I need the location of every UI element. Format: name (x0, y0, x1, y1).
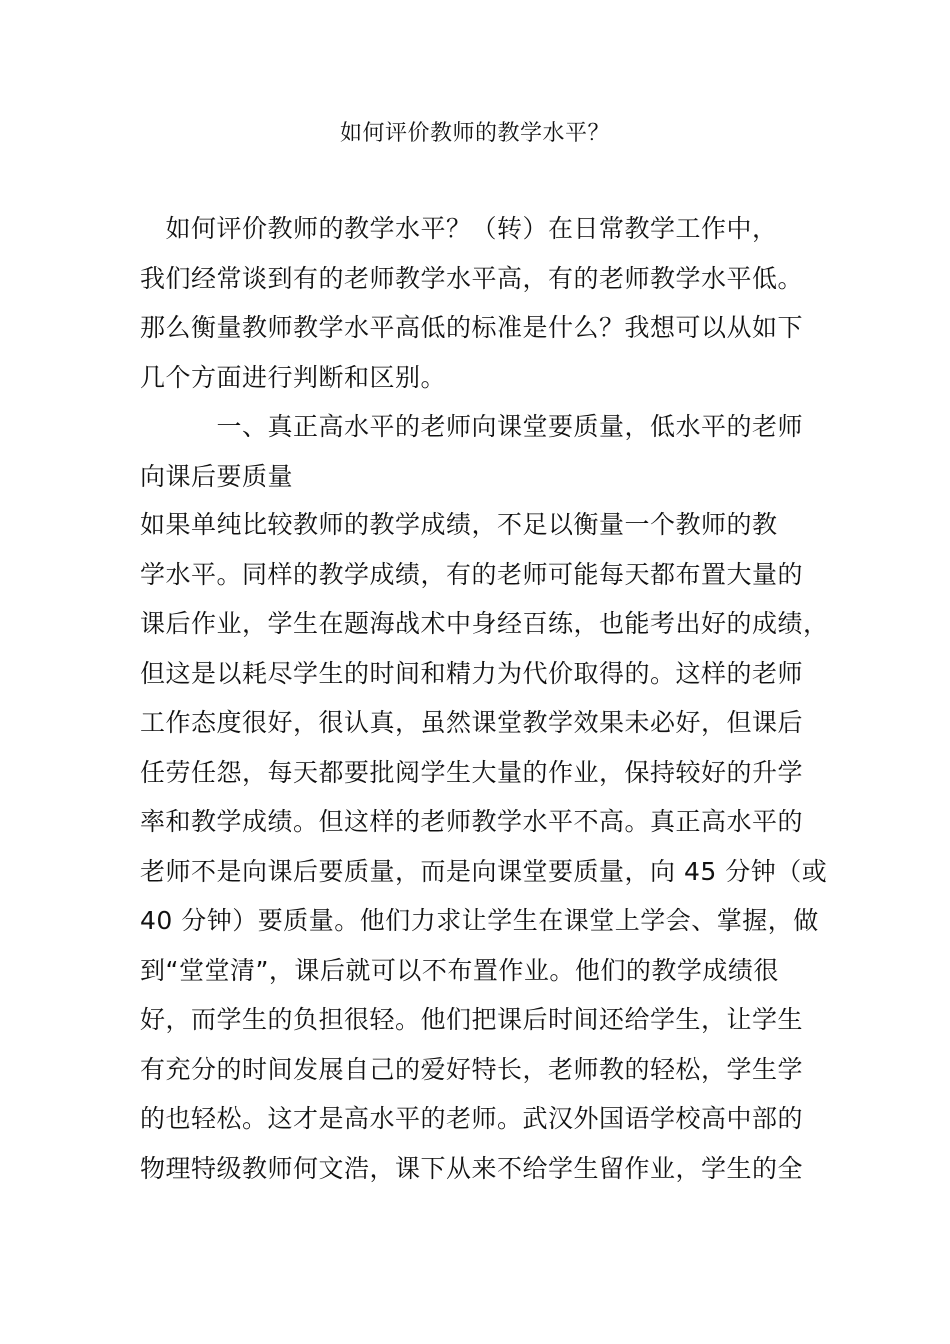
text-line: 有充分的时间发展自己的爱好特长，老师教的轻松，学生学 (140, 1054, 804, 1084)
text-line: 40 分钟）要质量。他们力求让学生在课堂上学会、掌握，做 (140, 906, 819, 935)
text-line: 几个方面进行判断和区别。 (140, 362, 447, 392)
text-line: 那么衡量教师教学水平高低的标准是什么？我想可以从如下 (140, 313, 804, 342)
intro-paragraph (140, 204, 820, 402)
text-line: 一、真正高水平的老师向课堂要质量，低水平的老师 (140, 412, 804, 441)
document-title: 如何评价教师的教学水平？ (339, 121, 610, 146)
section-heading-1 (140, 402, 820, 501)
text-line: 工作态度很好，很认真，虽然课堂教学效果未必好，但课后 (140, 708, 804, 737)
text-line: 向课后要质量 (140, 461, 294, 491)
text-line: 到“堂堂清”，课后就可以不布置作业。他们的教学成绩很 (140, 955, 779, 985)
text-line: 如果单纯比较教师的教学成绩，不足以衡量一个教师的教 (140, 510, 778, 539)
text-line: 任劳任怨，每天都要批阅学生大量的作业，保持较好的升学 (140, 757, 804, 787)
text-line: 如何评价教师的教学水平？（转）在日常教学工作中， (140, 214, 778, 243)
text-line: 课后作业，学生在题海战术中身经百练，也能考出好的成绩， (140, 609, 829, 638)
text-line: 老师不是向课后要质量，而是向课堂要质量，向 45 分钟（或 (140, 856, 828, 886)
text-line: 但这是以耗尽学生的时间和精力为代价取得的。这样的老师 (140, 658, 804, 688)
text-line: 好，而学生的负担很轻。他们把课后时间还给学生，让学生 (140, 1005, 804, 1034)
text-line: 学水平。同样的教学成绩，有的老师可能每天都布置大量的 (140, 559, 804, 589)
text-line: 的也轻松。这才是高水平的老师。武汉外国语学校高中部的 (140, 1104, 804, 1133)
text-line: 我们经常谈到有的老师教学水平高，有的老师教学水平低。 (140, 263, 804, 293)
text-line: 率和教学成绩。但这样的老师教学水平不高。真正高水平的 (140, 807, 804, 836)
section-1-paragraph (140, 500, 829, 1193)
text-line: 物理特级教师何文浩，课下从来不给学生留作业，学生的全 (140, 1153, 804, 1183)
